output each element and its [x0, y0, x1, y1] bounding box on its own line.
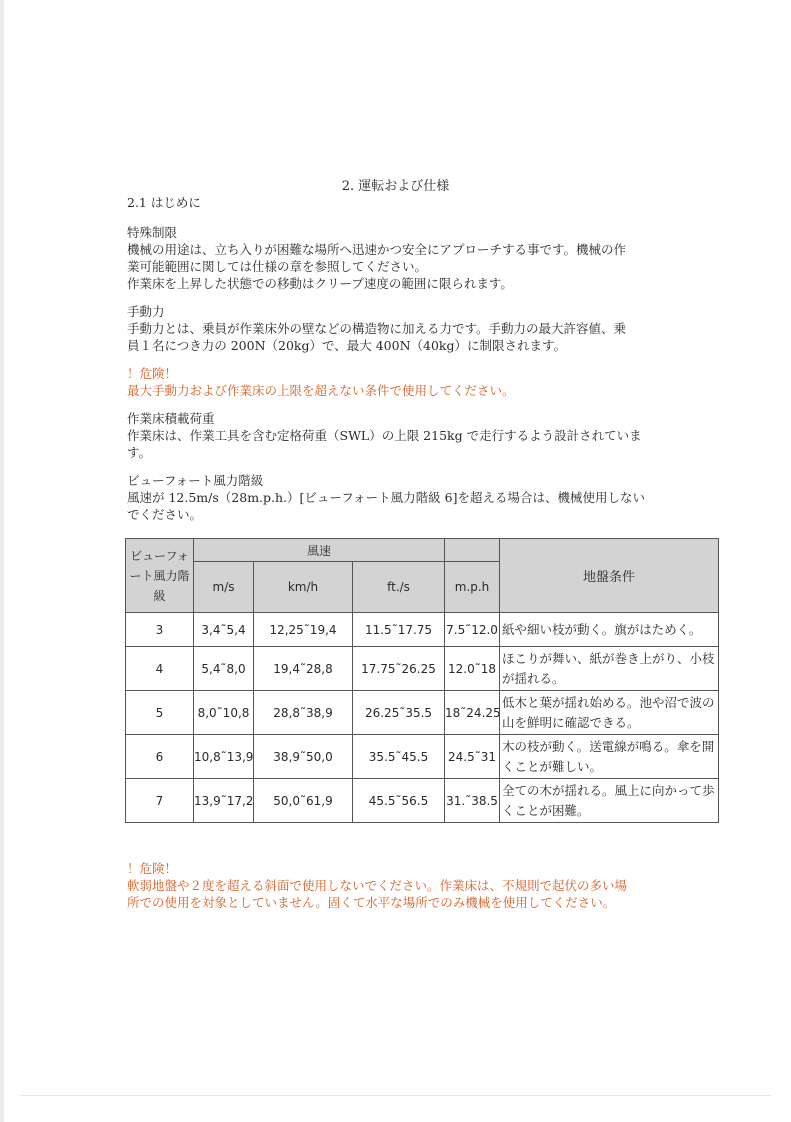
- danger-heading: ！危険！: [127, 366, 178, 381]
- table-row: [126, 691, 719, 735]
- platform-load-line: す。: [127, 445, 152, 460]
- beaufort-section: [127, 472, 667, 523]
- cell-kmh: 12,25˜19,4: [254, 613, 353, 647]
- table-row: [126, 735, 719, 779]
- beaufort-heading: ビューフォート風力階級: [127, 473, 264, 488]
- platform-load-heading: 作業床積載荷重: [127, 411, 215, 426]
- table-row: [126, 647, 719, 691]
- page-edge: [0, 0, 4, 1122]
- cell-kmh: 28,8˜38,9: [254, 691, 353, 735]
- cell-ms: 10,8˜13,9: [194, 735, 254, 779]
- cell-fts: 35.5˜45.5: [353, 735, 445, 779]
- cell-ground: 紙や細い枝が動く。旗がはためく。: [500, 613, 719, 647]
- cell-fts: 17.75˜26.25: [353, 647, 445, 691]
- cell-ground: 木の枝が動く。送電線が鳴る。傘を開くことが難しい。: [500, 735, 719, 779]
- header-wind-speed: 風速: [194, 539, 445, 562]
- header-unit-kmh: km/h: [254, 562, 353, 613]
- cell-scale: 6: [126, 735, 194, 779]
- special-limits-line: 作業床を上昇した状態での移動はクリープ速度の範囲に限られます。: [127, 276, 513, 291]
- beaufort-line: でください。: [127, 507, 203, 522]
- special-limits-section: [127, 224, 667, 292]
- cell-ms: 8,0˜10,8: [194, 691, 254, 735]
- wind-scale-table: [125, 538, 719, 823]
- danger-heading: ！危険！: [127, 861, 178, 876]
- cell-kmh: 50,0˜61,9: [254, 779, 353, 823]
- header-unit-mph: m.p.h: [445, 562, 500, 613]
- subsection-heading: [127, 194, 667, 211]
- danger-line: 所での使用を対象としていません。固くて水平な場所でのみ機械を使用してください。: [127, 895, 616, 910]
- platform-load-section: [127, 410, 667, 461]
- cell-mph: 18˜24.25: [445, 691, 500, 735]
- subsection-title: 2.1 はじめに: [127, 195, 201, 210]
- special-limits-heading: 特殊制限: [127, 225, 178, 240]
- special-limits-line: 業可能範囲に関しては仕様の章を参照してください。: [127, 259, 428, 274]
- cell-fts: 26.25˜35.5: [353, 691, 445, 735]
- cell-fts: 11.5˜17.75: [353, 613, 445, 647]
- cell-kmh: 38,9˜50,0: [254, 735, 353, 779]
- cell-scale: 4: [126, 647, 194, 691]
- cell-ground: 低木と葉が揺れ始める。池や沼で波の山を鮮明に確認できる。: [500, 691, 719, 735]
- manual-force-line: 手動力とは、乗員が作業床外の壁などの構造物に加える力です。手動力の最大許容値、乗: [127, 321, 627, 336]
- manual-force-section: [127, 303, 667, 354]
- header-scale: ビューフォート風力階級: [126, 539, 194, 613]
- cell-mph: 31.˜38.5: [445, 779, 500, 823]
- cell-kmh: 19,4˜28,8: [254, 647, 353, 691]
- table-row: [126, 779, 719, 823]
- cell-ms: 5,4˜8,0: [194, 647, 254, 691]
- cell-ms: 13,9˜17,2: [194, 779, 254, 823]
- cell-scale: 7: [126, 779, 194, 823]
- cell-ground: ほこりが舞い、紙が巻き上がり、小枝が揺れる。: [500, 647, 719, 691]
- header-ground: 地盤条件: [500, 539, 719, 613]
- manual-force-line: 員１名につき力の 200N（20kg）で、最大 400N（40kg）に制限されます。: [127, 338, 567, 353]
- cell-fts: 45.5˜56.5: [353, 779, 445, 823]
- manual-force-heading: 手動力: [127, 304, 165, 319]
- danger-notice-2: [127, 860, 687, 911]
- footer-rule: [20, 1095, 771, 1096]
- cell-ground: 全ての木が揺れる。風上に向かって歩くことが困難。: [500, 779, 719, 823]
- danger-line: 軟弱地盤や２度を超える斜面で使用しないでください。作業床は、不規則で起伏の多い場: [127, 878, 628, 893]
- section-title: 2. 運転および仕様: [341, 179, 450, 194]
- cell-mph: 12.0˜18: [445, 647, 500, 691]
- cell-mph: 7.5˜12.0: [445, 613, 500, 647]
- header-blank: [445, 539, 500, 562]
- danger-text: 最大手動力および作業床の上限を超えない条件で使用してください。: [127, 383, 515, 398]
- cell-scale: 3: [126, 613, 194, 647]
- platform-load-line: 作業床は、作業工具を含む定格荷重（SWL）の上限 215kg で走行するよう設計されていま: [127, 428, 642, 443]
- special-limits-line: 機械の用途は、立ち入りが困難な場所へ迅速かつ安全にアプローチする事です。機械の作: [127, 242, 627, 257]
- table-row: [126, 613, 719, 647]
- header-unit-ms: m/s: [194, 562, 254, 613]
- beaufort-line: 風速が 12.5m/s（28m.p.h.）[ビューフォート風力階級 6]を超える場合は、機械使用しない: [127, 490, 645, 505]
- header-unit-fts: ft./s: [353, 562, 445, 613]
- cell-scale: 5: [126, 691, 194, 735]
- cell-ms: 3,4˜5,4: [194, 613, 254, 647]
- danger-notice-1: [127, 365, 667, 399]
- cell-mph: 24.5˜31: [445, 735, 500, 779]
